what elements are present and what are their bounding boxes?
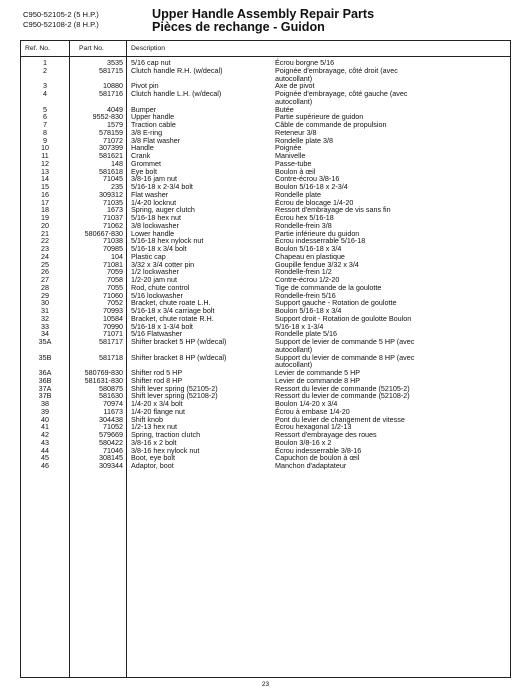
part-number: 70974 [103,399,123,408]
description-french-line: Écrou hex 5/16-18 [275,213,334,222]
description-english: Shifter rod 8 HP [131,375,183,385]
part-number: 9552-830 [92,112,123,122]
description-french-line: Capuchon de boulon à œil [275,453,360,463]
part-number: 580875 [99,383,123,393]
table-row [21,67,510,83]
table-row [21,206,510,214]
description-english: Upper handle [131,112,175,122]
description-english: Flat washer [131,189,169,199]
ref-number: 3 [43,81,47,91]
part-number: 578159 [99,127,123,137]
table-row [21,268,510,276]
part-number: 148 [111,158,123,168]
part-number: 71035 [103,197,123,207]
description-english: Shift lever spring (52105-2) [131,383,218,393]
part-number: 7059 [107,267,123,277]
table-row [21,90,510,106]
description-english: 5/16 lockwasher [131,290,183,300]
ref-number: 36A [38,368,52,377]
part-number: 71072 [103,135,123,145]
ref-number: 38 [41,399,49,408]
description-english: Bumper [131,104,157,114]
description-french-line: Rondelle plate [275,189,321,199]
part-number: 71037 [103,213,123,222]
table-row [21,354,510,370]
ref-number: 23 [41,244,49,253]
description-english: Clutch handle L.H. (w/decal) [131,89,222,98]
ref-number: 46 [41,461,49,470]
description-french-line: Contre-écrou 1/2-20 [275,275,340,284]
description-english: 5/16-18 x 3/4 carriage bolt [131,306,215,315]
part-number: 71062 [103,220,123,230]
description-english: 1/4-20 locknut [131,197,177,207]
description-english: Bracket, chute roate L.H. [131,298,211,308]
description-english: 3/8-16 jam nut [131,174,177,184]
table-row [21,284,510,292]
table-row [21,276,510,284]
part-number: 7058 [107,275,123,284]
description-french-line: autocollant) [275,73,313,83]
table-row [21,237,510,245]
description-english: 1/4-20 flange nut [131,406,185,416]
table-row [21,113,510,121]
description-french-line: Chapeau en plastique [275,251,345,261]
description-french-line: Poignée [275,143,302,153]
table-row [21,144,510,152]
description-english: 5/16-18 x 2-3/4 bolt [131,182,193,191]
model-number-8hp: C950-52108-2 (8 H.P.) [23,19,99,29]
table-row [21,447,510,455]
description-french [275,137,508,145]
table-row [21,416,510,424]
description-french-line: Câble de commande de propulsion [275,120,387,129]
ref-number: 21 [41,228,49,238]
table-row [21,462,510,470]
description-english: Spring, traction clutch [131,430,201,439]
description-french-line: Levier de commande 5 HP [275,368,361,377]
description-english: 1/2-20 jam nut [131,275,177,284]
ref-number: 1 [43,58,47,67]
description-french-line: Écrou indesserrable 3/8-16 [275,445,362,455]
part-number: 304438 [99,414,123,424]
part-number: 71046 [103,445,123,455]
part-number: 581717 [99,337,123,346]
table-row [21,183,510,191]
description-french-line: Boulon 3/8-16 x 2 [275,437,332,447]
description-french-line: Boulon 1/4-20 x 3/4 [275,399,338,408]
part-number: 581718 [99,352,123,362]
ref-number: 37A [38,383,52,393]
ref-number: 41 [41,422,49,432]
ref-number: 19 [41,213,49,222]
description-english: Grommet [131,158,161,168]
description-english: Bracket, chute rotate R.H. [131,313,214,323]
part-number: 70985 [103,244,123,253]
table-row [21,230,510,238]
description-french [275,338,508,354]
table-row [21,392,510,400]
description-english: Rod, chute control [131,282,190,292]
description-french [275,354,508,370]
ref-number: 6 [43,112,47,122]
ref-number: 11 [41,151,49,160]
part-number: 71071 [103,329,123,339]
description-french [275,144,508,152]
description-english: Plastic cap [131,251,166,261]
description-french-line: Rondelle plate 3/8 [275,135,333,145]
description-english: Shift knob [131,414,163,424]
table-row [21,292,510,300]
ref-number: 27 [41,275,49,284]
table-row [21,307,510,315]
header-description: Description [131,45,165,52]
part-number: 71081 [103,259,123,269]
part-number: 235 [111,182,123,191]
part-number: 309344 [99,461,123,470]
part-number: 580667-830 [84,228,123,238]
description-french-line: 5/16-18 x 1-3/4 [275,321,324,331]
part-number: 71060 [103,290,123,300]
table-row [21,59,510,67]
part-number: 581716 [99,89,123,98]
description-french [275,462,508,470]
ref-number: 26 [41,267,49,277]
ref-number: 22 [41,236,49,246]
table-row [21,214,510,222]
part-number: 71052 [103,422,123,432]
part-number: 10880 [103,81,123,91]
ref-number: 4 [43,89,47,98]
description-french-line: Partie supérieure de guidon [275,112,364,122]
part-number: 307399 [99,143,123,153]
page-number: 23 [261,681,270,688]
ref-number: 35A [38,337,52,346]
ref-number: 13 [41,166,49,176]
ref-number: 8 [43,127,47,137]
table-row [21,408,510,416]
table-row [21,299,510,307]
description-french [275,90,508,106]
description-french-line: Écrou à embase 1/4-20 [275,406,350,416]
description-french-line: Boulon 5/16-18 x 3/4 [275,244,342,253]
model-number-5hp: C950-52105-2 (5 H.P.) [23,10,99,19]
description-english: Shifter bracket 8 HP (w/decal) [131,352,227,362]
ref-number: 39 [41,406,49,416]
part-number: 308145 [99,453,123,463]
title-english: Upper Handle Assembly Repair Parts [152,7,375,21]
description-english: Shift lever spring (52108-2) [131,391,218,401]
table-row [21,261,510,269]
description-french-line: Écrou de blocage 1/4-20 [275,197,354,207]
description-english: 1/4-20 x 3/4 bolt [131,399,183,408]
description-french-line: Écrou hexagonal 1/2-13 [275,422,352,432]
description-french-line: Poignée d'embrayage, côté gauche (avec [275,89,408,98]
ref-number: 25 [41,259,49,269]
ref-number: 28 [41,282,49,292]
description-english: 5/16-18 hex nut [131,213,181,222]
ref-number: 7 [43,120,47,129]
description-english: 3/8 Flat washer [131,135,181,145]
part-number: 104 [111,251,123,261]
description-french-line: Manivelle [275,151,306,160]
description-french-line: Butée [275,104,294,114]
part-number: 70990 [103,321,123,331]
ref-number: 44 [41,445,49,455]
description-english: Handle [131,143,154,153]
table-row [21,168,510,176]
description-french-line: Axe de pivot [275,81,315,91]
description-french-line: Levier de commande 8 HP [275,375,361,385]
table-header [21,41,510,57]
description-french-line: autocollant) [275,360,313,370]
ref-number: 9 [43,135,47,145]
ref-number: 10 [41,143,49,153]
description-french-line: Partie inférieure du guidon [275,228,360,238]
table-row [21,245,510,253]
ref-number: 18 [41,205,49,215]
table-row [21,400,510,408]
table-row [21,160,510,168]
description-french-line: Pont du levier de changement de vitesse [275,414,405,424]
description-french-line: Ressort du levier de commande (52108-2) [275,391,410,401]
ref-number: 30 [41,298,49,308]
table-row [21,439,510,447]
ref-number: 2 [43,65,47,75]
description-french-line: Ressort du levier de commande (52105-2) [275,383,410,393]
description-english: Clutch handle R.H. (w/decal) [131,65,223,75]
description-english: 5/16 cap nut [131,58,171,67]
ref-number: 29 [41,290,49,300]
ref-number: 17 [41,197,49,207]
description-english: 3/8 lockwasher [131,220,179,230]
description-english: 3/8-16 hex nylock nut [131,445,200,455]
table-row [21,152,510,160]
ref-number: 20 [41,220,49,230]
ref-number: 12 [41,158,49,168]
description-french-line: Passe-tube [275,158,312,168]
description-french-line: Ressort d'embrayage de vis sans fin [275,205,391,215]
table-row [21,175,510,183]
description-french-line: autocollant) [275,344,313,354]
description-english: Traction cable [131,120,176,129]
description-english: 3/32 x 3/4 cotter pin [131,259,195,269]
table-row [21,129,510,137]
title-french: Pièces de rechange - Guidon [152,20,325,34]
description-english: 5/16 Flatwasher [131,329,183,339]
description-french-line: Rondelle-frein 1/2 [275,267,332,277]
ref-number: 32 [41,313,49,323]
table-row [21,121,510,129]
ref-number: 33 [41,321,49,331]
description-english: 3/8 E-ring [131,127,163,137]
part-number: 71045 [103,174,123,184]
description-french-line: Boulon 5/16-18 x 2-3/4 [275,182,348,191]
description-english: 1/2-13 hex nut [131,422,177,432]
description-french [275,67,508,83]
ref-number: 37B [38,391,52,401]
part-number: 581630 [99,391,123,401]
description-french-line: Écrou borgne 5/16 [275,58,335,67]
description-french-line: Boulon 5/16-18 x 3/4 [275,306,342,315]
table-row [21,330,510,338]
description-english: 1/2 lockwasher [131,267,179,277]
description-english: Boot, eye bolt [131,453,175,463]
description-english: Spring, auger clutch [131,205,195,215]
part-number: 10584 [103,313,123,323]
part-number: 11673 [103,406,123,416]
description-french-line: Support droit - Rotation de goulotte Boulon [275,313,412,323]
description-french-line: Rondelle-frein 3/8 [275,220,332,230]
part-number: 309312 [99,189,123,199]
ref-number: 16 [41,189,49,199]
ref-number: 14 [41,174,49,184]
ref-number: 31 [41,306,49,315]
description-english: 3/8-16 x 2 bolt [131,437,177,447]
table-row [21,137,510,145]
table-row [21,323,510,331]
description-french-line: Support de levier de commande 5 HP (avec [275,337,415,346]
description-french-line: Rondelle plate 5/16 [275,329,337,339]
description-english: Shifter bracket 5 HP (w/decal) [131,337,227,346]
description-english: Lower handle [131,228,175,238]
header-part-no: Part No. [79,45,104,52]
part-number: 580769-830 [84,368,123,377]
part-number: 581621 [99,151,123,160]
description-french-line: Contre-écrou 3/8-16 [275,174,340,184]
description-french-line: Tige de commande de la goulotte [275,282,382,292]
part-number: 581631-830 [84,375,123,385]
table-body [21,59,510,470]
ref-number: 15 [41,182,49,191]
description-french-line: Ressort d'embrayage des roues [275,430,377,439]
table-row [21,253,510,261]
part-number: 1673 [107,205,123,215]
description-french-line: Support gauche - Rotation de goulotte [275,298,397,308]
ref-number: 34 [41,329,49,339]
ref-number: 45 [41,453,49,463]
model-numbers [23,10,99,29]
part-number: 70993 [103,306,123,315]
part-number: 581715 [99,65,123,75]
table-row [21,454,510,462]
ref-number: 24 [41,251,49,261]
table-row [21,423,510,431]
description-english: 5/16-18 x 3/4 bolt [131,244,187,253]
ref-number: 43 [41,437,49,447]
description-french-line: Rondelle-frein 5/16 [275,290,336,300]
ref-number: 42 [41,430,49,439]
header-ref-no: Ref. No. [25,45,50,52]
description-french-line: Support du levier de commande 8 HP (avec [275,352,415,362]
description-english: 5/16-18 hex nylock nut [131,236,204,246]
part-number: 1579 [107,120,123,129]
description-french-line: Reteneur 3/8 [275,127,317,137]
part-number: 4049 [107,104,123,114]
table-row [21,377,510,385]
table-row [21,82,510,90]
part-number: 579669 [99,430,123,439]
description-english: 5/16-18 x 1-3/4 bolt [131,321,193,331]
table-row [21,385,510,393]
part-number: 580422 [99,437,123,447]
part-number: 581618 [99,166,123,176]
description-english: Pivot pin [131,81,159,91]
part-number: 3535 [107,58,123,67]
table-row [21,199,510,207]
description-french-line: Goupille fendue 3/32 x 3/4 [275,259,359,269]
ref-number: 5 [43,104,47,114]
ref-number: 40 [41,414,49,424]
description-french-line: Écrou indesserrable 5/16-18 [275,236,366,246]
description-french-line: Poignée d'embrayage, côté droit (avec [275,65,398,75]
table-row [21,191,510,199]
description-french-line: autocollant) [275,96,313,106]
description-french-line: Manchon d'adaptateur [275,461,347,470]
table-row [21,431,510,439]
ref-number: 36B [38,375,52,385]
part-number: 71038 [103,236,123,246]
description-english: Shifter rod 5 HP [131,368,183,377]
description-english: Adaptor, boot [131,461,174,470]
description-english: Eye bolt [131,166,157,176]
description-english: Crank [131,151,151,160]
parts-table [20,40,511,678]
description-french-line: Boulon à œil [275,166,316,176]
ref-number: 35B [38,352,52,362]
page-title [152,8,374,34]
table-row [21,338,510,354]
table-row [21,315,510,323]
part-number: 7055 [107,282,123,292]
part-number: 7052 [107,298,123,308]
